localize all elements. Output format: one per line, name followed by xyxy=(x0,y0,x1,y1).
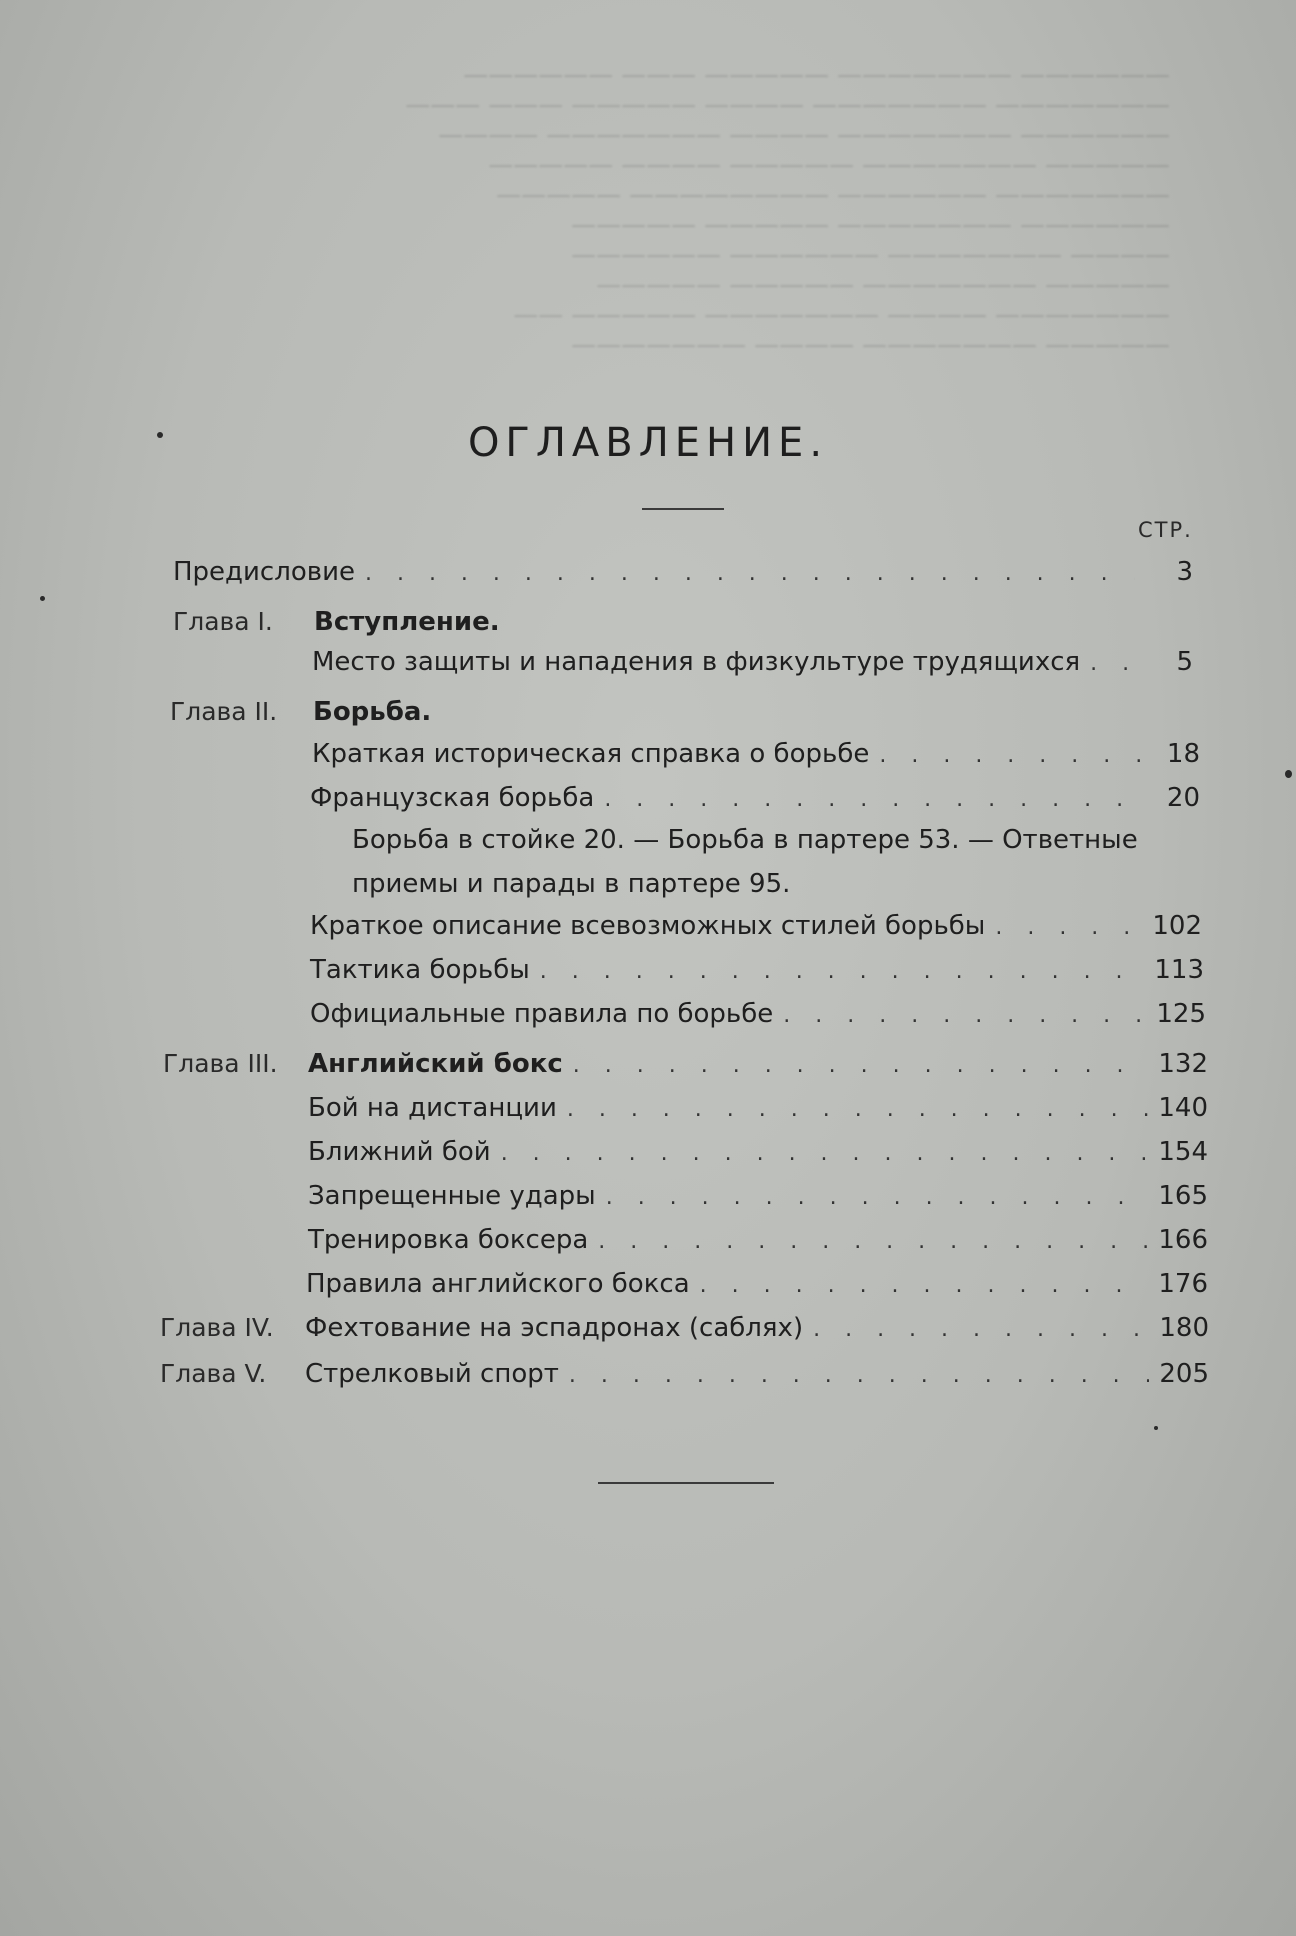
chapter-label: Глава III. xyxy=(163,1049,278,1078)
dot-leader xyxy=(879,736,1142,776)
toc-entry[interactable] xyxy=(312,734,1200,774)
closing-rule xyxy=(598,1482,774,1484)
toc-entry-label: Краткая историческая справка о борьбе xyxy=(312,739,870,769)
dot-leader xyxy=(569,1356,1149,1396)
toc-entry[interactable] xyxy=(308,1132,1208,1172)
dot-leader xyxy=(813,1310,1149,1350)
toc-chapter-3[interactable] xyxy=(308,1044,1208,1084)
ink-spot xyxy=(40,596,45,601)
dot-leader xyxy=(1090,644,1135,684)
show-through-text: —————— ——————— ————— ——— —————— ——————— ——————— ———— ————— ——— ——— —————— ——————— ———— ——————— ———— ————— ——————— ————— ———— ————— ——————— —————— ———————— ————— —————— ——————— ————— ————— ———— ——————— —————— —————— ————— ——————— ————— ————— ——————— ———— ——————— ————— —— ————— ——————— ———— ——————— xyxy=(405,60,1170,359)
ink-spot xyxy=(1154,1426,1158,1430)
dot-leader xyxy=(501,1134,1149,1174)
chapter-title: Фехтование на эспадронах (саблях) xyxy=(305,1313,804,1343)
chapter-title: Вступление. xyxy=(314,607,500,637)
toc-entry-label: Бой на дистанции xyxy=(308,1093,557,1123)
dot-leader xyxy=(606,1178,1149,1218)
ink-spot xyxy=(157,432,163,438)
toc-entry[interactable] xyxy=(308,1220,1208,1260)
toc-chapter-1[interactable] xyxy=(314,602,914,642)
toc-entry[interactable] xyxy=(310,950,1204,990)
ink-spot xyxy=(1285,770,1292,778)
dot-leader xyxy=(783,996,1146,1036)
page-number: 176 xyxy=(1158,1269,1208,1299)
page-number: 132 xyxy=(1158,1049,1208,1079)
toc-entry-label: Официальные правила по борьбе xyxy=(310,999,774,1029)
page-number: 113 xyxy=(1154,955,1204,985)
toc-entry-label: Тактика борьбы xyxy=(310,955,530,985)
toc-entry-preface[interactable] xyxy=(173,552,1193,592)
page-column-label: СТР. xyxy=(1138,518,1193,542)
toc-entry-label: Краткое описание всевозможных стилей борьбы xyxy=(310,911,986,941)
dot-leader xyxy=(604,780,1142,820)
page-number: 180 xyxy=(1159,1313,1209,1343)
toc-chapter-2[interactable] xyxy=(313,692,913,732)
page-number: 102 xyxy=(1152,911,1202,941)
toc-entry[interactable] xyxy=(308,1088,1208,1128)
toc-entry-label: Французская борьба xyxy=(310,783,595,813)
dot-leader xyxy=(995,908,1142,948)
toc-entry-label: Запрещенные удары xyxy=(308,1181,596,1211)
toc-entry[interactable] xyxy=(312,642,1193,682)
page-number: 154 xyxy=(1158,1137,1208,1167)
chapter-label: Глава IV. xyxy=(160,1313,274,1342)
toc-entry[interactable] xyxy=(310,778,1200,818)
toc-entry[interactable] xyxy=(306,1264,1208,1304)
chapter-label: Глава V. xyxy=(160,1359,267,1388)
page-number: 165 xyxy=(1158,1181,1208,1211)
chapter-label: Глава I. xyxy=(173,607,273,636)
page-title: ОГЛАВЛЕНИЕ. xyxy=(467,420,829,466)
page-number: 18 xyxy=(1166,739,1200,769)
dot-leader xyxy=(567,1090,1149,1130)
page-number: 205 xyxy=(1159,1359,1209,1389)
chapter-title: Борьба. xyxy=(313,697,432,727)
toc-chapter-4[interactable] xyxy=(305,1308,1209,1348)
dot-leader xyxy=(700,1266,1149,1306)
chapter-title: Стрелковый спорт xyxy=(305,1359,559,1389)
toc-entry-label: Предисловие xyxy=(173,557,355,587)
toc-entry[interactable] xyxy=(310,994,1206,1034)
dot-leader xyxy=(540,952,1145,992)
toc-chapter-5[interactable] xyxy=(305,1354,1209,1394)
page-number: 166 xyxy=(1158,1225,1208,1255)
toc-entry-label: Тренировка боксера xyxy=(308,1225,589,1255)
dot-leader xyxy=(598,1222,1148,1262)
dot-leader xyxy=(573,1046,1149,1086)
toc-entry-label: Правила английского бокса xyxy=(306,1269,690,1299)
dot-leader xyxy=(365,554,1135,594)
page-number: 3 xyxy=(1176,557,1193,587)
chapter-label: Глава II. xyxy=(170,697,278,726)
page-number: 125 xyxy=(1156,999,1206,1029)
toc-entry[interactable] xyxy=(308,1176,1208,1216)
page-number: 5 xyxy=(1176,647,1193,677)
toc-subnote-line-1: Борьба в стойке 20. — Борьба в партере 53. — Ответные xyxy=(352,825,1138,855)
page-number: 140 xyxy=(1158,1093,1208,1123)
page-number: 20 xyxy=(1166,783,1200,813)
toc-entry-label: Место защиты и нападения в физкультуре трудящихся xyxy=(312,647,1081,677)
chapter-title: Английский бокс xyxy=(308,1049,563,1079)
toc-entry[interactable] xyxy=(310,906,1202,946)
toc-subnote-line-2: приемы и парады в партере 95. xyxy=(352,869,791,899)
toc-entry-label: Ближний бой xyxy=(308,1137,491,1167)
